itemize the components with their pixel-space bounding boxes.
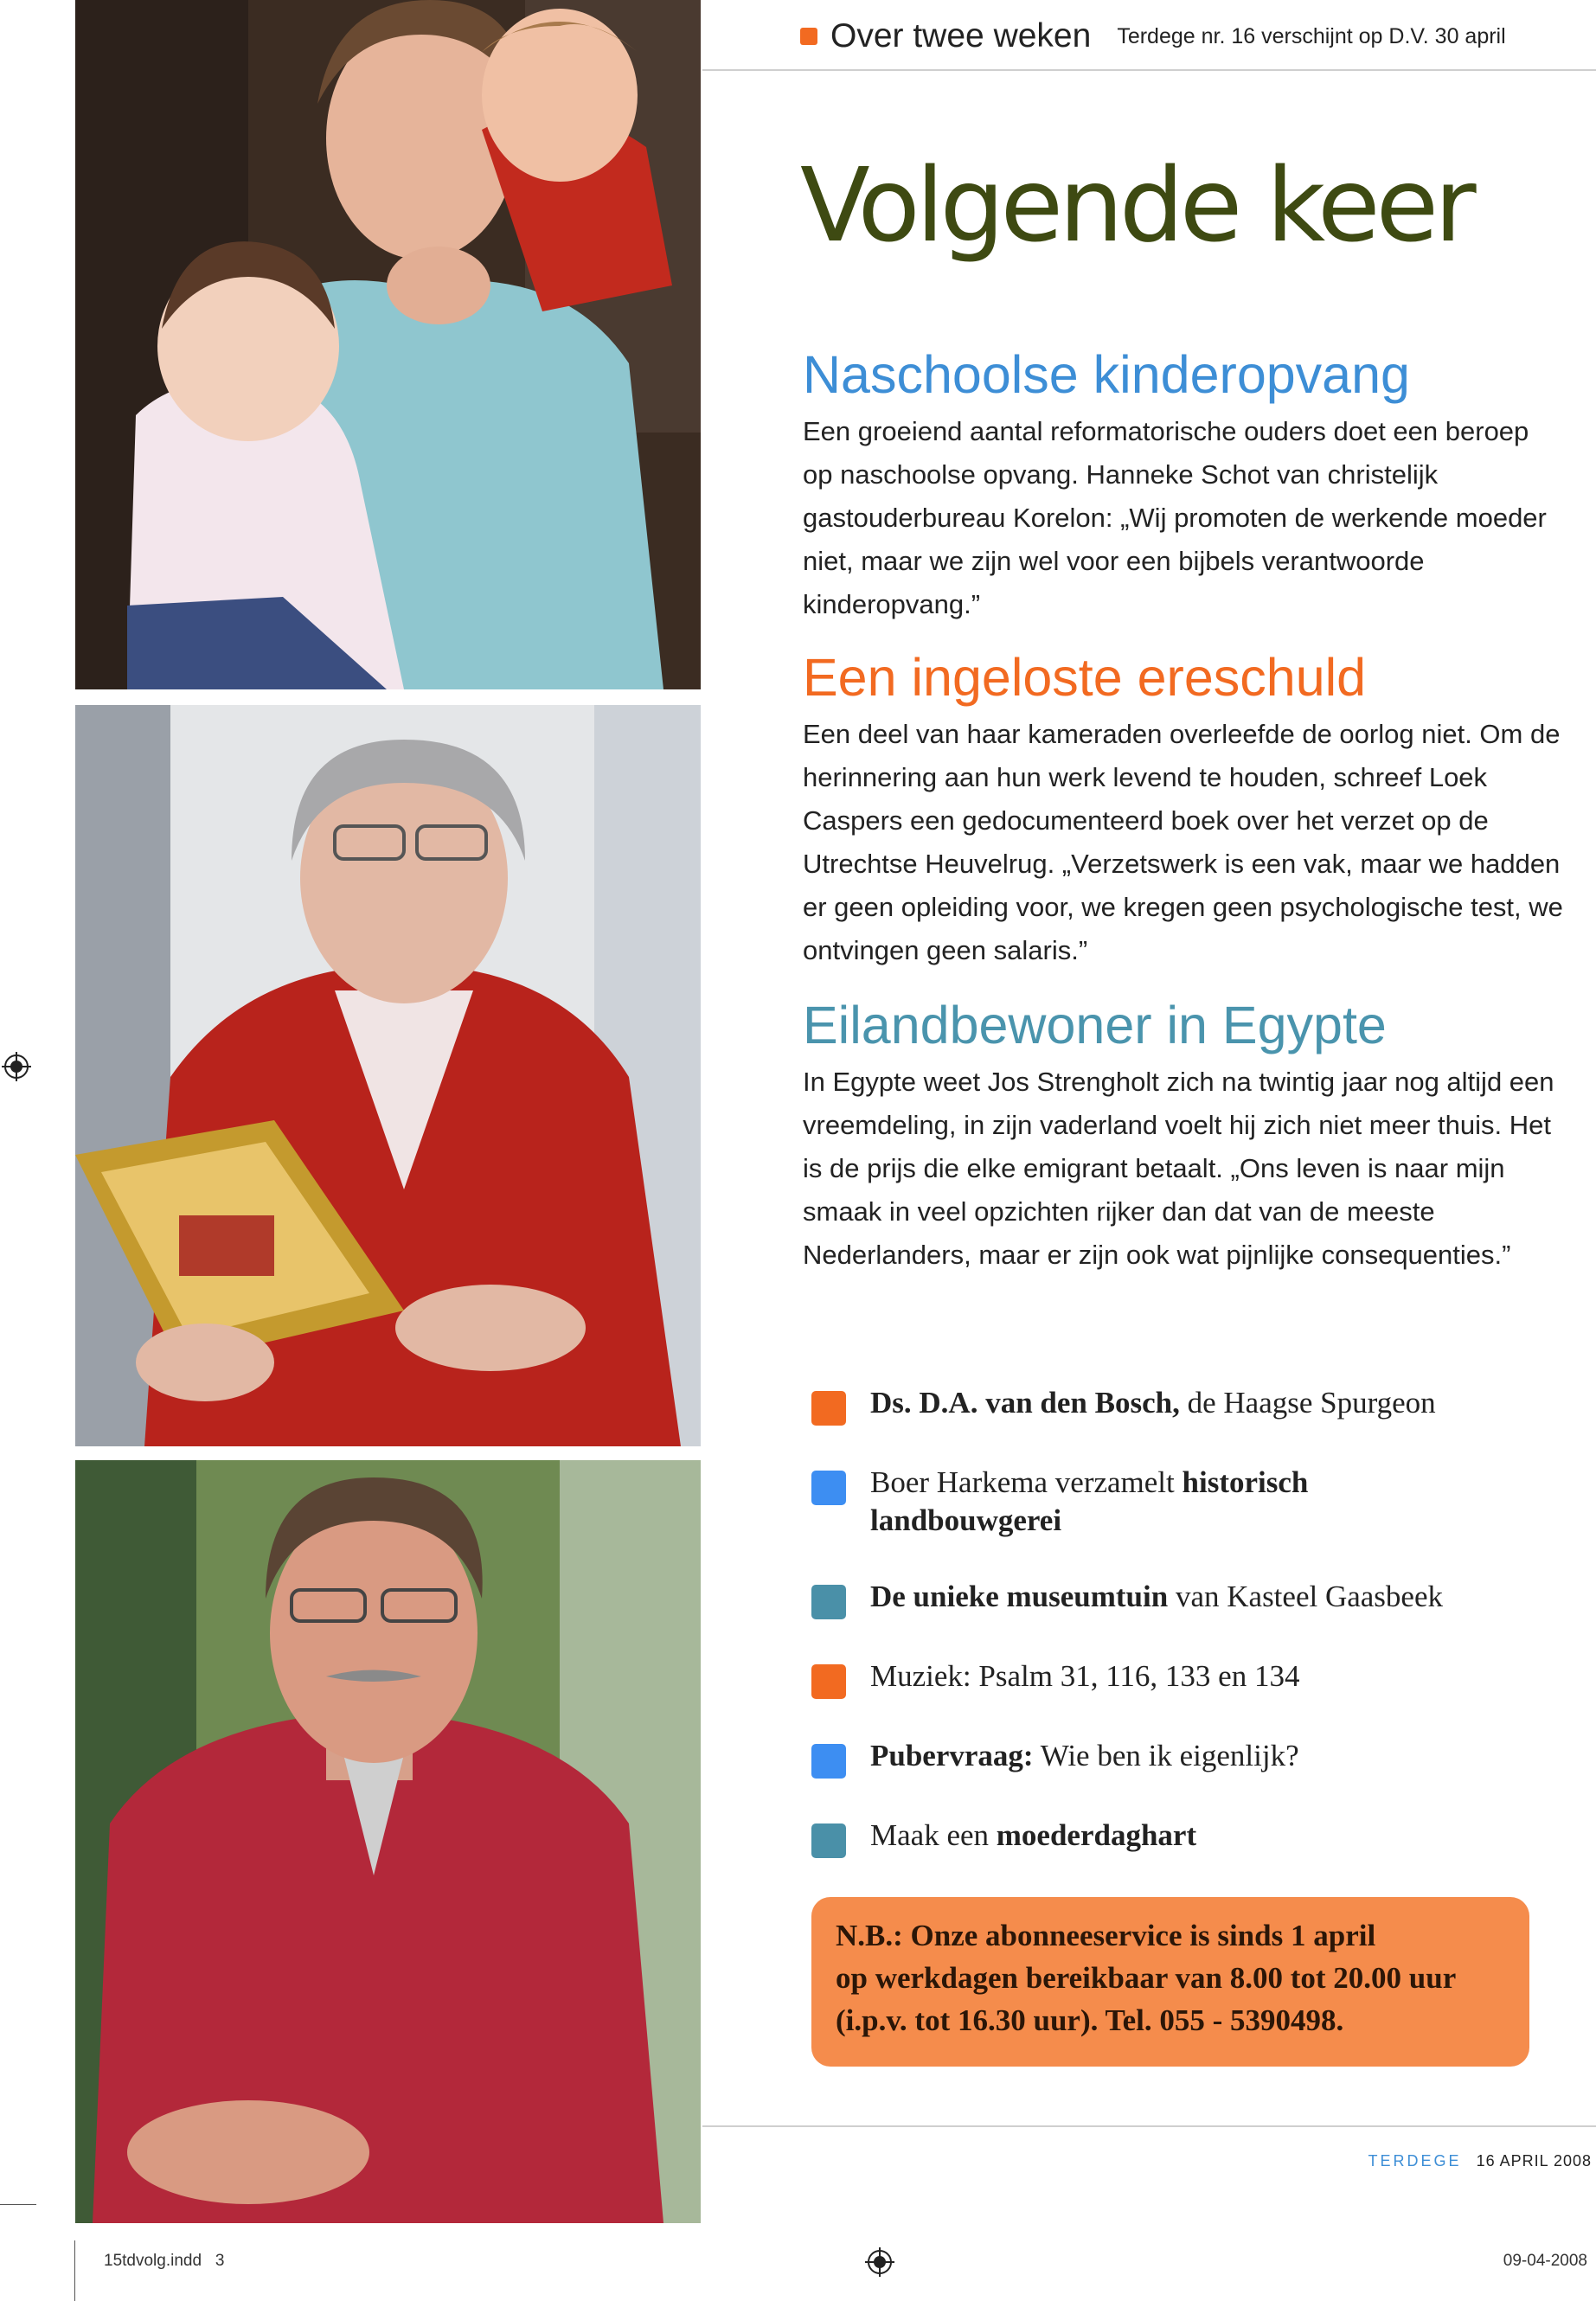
teaser-bold: moederdaghart bbox=[996, 1818, 1197, 1852]
article-ereschuld bbox=[803, 647, 1564, 972]
teaser-item bbox=[811, 1657, 1573, 1699]
magazine-name: TERDEGE bbox=[1368, 2152, 1462, 2170]
teaser-bold: historisch landbouwgerei bbox=[870, 1465, 1309, 1537]
bullet-square-icon bbox=[811, 1823, 846, 1858]
subscriber-service-notice bbox=[811, 1897, 1529, 2067]
photo-mother-with-children bbox=[75, 0, 701, 689]
issue-header bbox=[800, 17, 1506, 55]
crop-mark bbox=[0, 2204, 36, 2205]
bullet-square-icon bbox=[811, 1391, 846, 1426]
teaser-bold: Pubervraag: bbox=[870, 1739, 1034, 1772]
teaser-text: Wie ben ik eigenlijk? bbox=[1033, 1739, 1299, 1772]
article-title: Eilandbewoner in Egypte bbox=[803, 996, 1387, 1054]
photo-woman-reading-book bbox=[75, 705, 701, 1446]
teaser-list bbox=[811, 1384, 1573, 1896]
teaser-text: Boer Harkema verzamelt bbox=[870, 1465, 1183, 1499]
teaser-text: Muziek: Psalm 31, 116, 133 en 134 bbox=[870, 1659, 1300, 1693]
teaser-item bbox=[811, 1578, 1573, 1619]
teaser-text: Maak een bbox=[870, 1818, 997, 1852]
notice-line: (i.p.v. tot 16.30 uur). Tel. 055 - 5390498. bbox=[836, 2003, 1344, 2037]
bottom-divider bbox=[702, 2125, 1596, 2127]
article-egypte bbox=[803, 995, 1564, 1277]
issue-date: 16 APRIL 2008 bbox=[1476, 2152, 1592, 2170]
teaser-item bbox=[811, 1817, 1573, 1858]
teaser-item bbox=[811, 1464, 1573, 1540]
article-kinderopvang bbox=[803, 344, 1564, 626]
bullet-square-icon bbox=[811, 1471, 846, 1505]
section-marker-icon bbox=[800, 28, 817, 45]
notice-line: N.B.: Onze abonneeservice is sinds 1 april bbox=[836, 1919, 1376, 1952]
photo-man-red-sweater bbox=[75, 1460, 701, 2223]
article-body: Een deel van haar kameraden overleefde de oorlog niet. Om de herinnering aan hun werk levend te houden, schreef Loek Caspers een gedocumenteerd boek over het verzet op de Utrechtse Heuvelrug. „Verzetswerk is een vak, maar we hadden er geen opleiding voor, we kregen geen psychologische test, we ontvingen geen salaris.” bbox=[803, 719, 1563, 965]
bullet-square-icon bbox=[811, 1664, 846, 1699]
next-issue-note: Terdege nr. 16 verschijnt op D.V. 30 april bbox=[1117, 23, 1506, 48]
teaser-bold: Ds. D.A. van den Bosch, bbox=[870, 1386, 1180, 1420]
page-title: Volgende keer bbox=[800, 145, 1472, 265]
bullet-square-icon bbox=[811, 1585, 846, 1619]
crop-mark bbox=[74, 2240, 75, 2301]
page-footer bbox=[1368, 2152, 1592, 2170]
registration-mark-icon bbox=[865, 2247, 894, 2277]
top-divider bbox=[702, 69, 1596, 71]
article-title: Naschoolse kinderopvang bbox=[803, 345, 1410, 404]
article-body: In Egypte weet Jos Strengholt zich na twintig jaar nog altijd een vreemdeling, in zijn vaderland voelt hij zich niet meer thuis. Het is de prijs die elke emigrant betaalt. „Ons leven is naar mijn smaak in veel opzichten rijker dan dat van de meeste Nederlanders, maar er zijn ook wat pijnlijke consequenties.” bbox=[803, 1067, 1554, 1270]
section-label: Over twee weken bbox=[830, 17, 1092, 54]
article-body: Een groeiend aantal reformatorische ouders doet een beroep op naschoolse opvang. Hanneke Schot van christelijk gastouderbureau Korelon: „Wij promoten de werkende moeder niet, maar we zijn wel voor een bijbels verantwoorde kinderopvang.” bbox=[803, 416, 1547, 619]
bullet-square-icon bbox=[811, 1744, 846, 1779]
teaser-text: de Haagse Spurgeon bbox=[1179, 1386, 1436, 1420]
teaser-text: van Kasteel Gaasbeek bbox=[1168, 1580, 1443, 1613]
notice-line: op werkdagen bereikbaar van 8.00 tot 20.00 uur bbox=[836, 1961, 1457, 1995]
print-date: 09-04-2008 bbox=[1503, 2252, 1587, 2270]
article-title: Een ingeloste ereschuld bbox=[803, 648, 1367, 707]
teaser-bold: De unieke museumtuin bbox=[870, 1580, 1169, 1613]
registration-mark-icon bbox=[2, 1052, 31, 1081]
teaser-item bbox=[811, 1384, 1573, 1426]
teaser-item bbox=[811, 1737, 1573, 1779]
indesign-slug: 15tdvolg.indd 3 bbox=[104, 2252, 225, 2270]
